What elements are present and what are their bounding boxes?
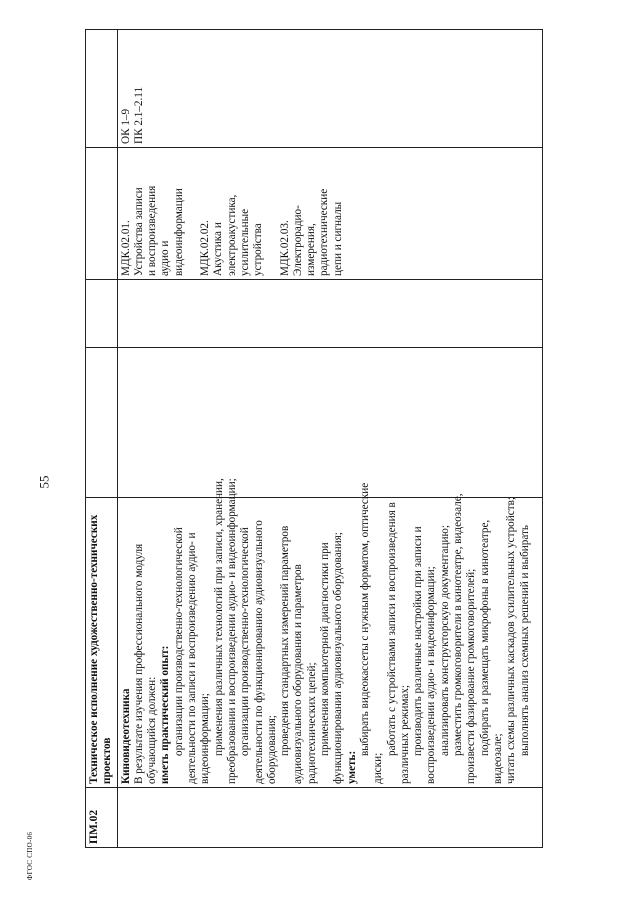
requirement-line: произвести фазирование громкоговорителей;	[465, 568, 478, 784]
empty-cell-mdk-header	[86, 148, 118, 280]
page-number: 55	[36, 475, 52, 489]
competencies-cell	[117, 30, 542, 148]
landscape-table-wrapper	[85, 30, 543, 848]
mdk-line: аудио и	[159, 240, 172, 276]
mdk-block	[199, 151, 265, 276]
requirement-line: выбирать видеокассеты с нужным форматом, оптические	[358, 482, 371, 756]
mdk-line: цепи и сигналы	[331, 201, 344, 276]
requirement-line: организации производственно-технологической	[239, 527, 252, 756]
requirement-line: разместить громкоговорители в кинотеатре, видеозале,	[452, 493, 465, 756]
requirement-line: деятельности по функционированию аудиовизуального	[252, 520, 265, 784]
requirement-line: организации производственно-технологической	[172, 527, 185, 756]
mdk-line: видеоинформации	[172, 188, 185, 276]
requirement-line: аудиовизуального оборудования и параметров	[292, 564, 305, 784]
requirement-line: подбирать и размещать микрофоны в кинотеатре,	[478, 519, 491, 756]
mdk-line: Устройства записи	[132, 187, 145, 276]
requirements-cell	[117, 478, 542, 788]
requirement-line: видеозале;	[491, 733, 504, 784]
mdk-line: устройства	[252, 223, 265, 276]
requirement-line: применения различных технологий при записи, хранении,	[212, 478, 225, 756]
mdk-line: электроакустика,	[225, 194, 238, 276]
requirement-line: обучающийся должен:	[146, 676, 159, 784]
requirement-line: работать с устройствами записи и воспроизведения в	[385, 502, 398, 756]
requirement-line: В результате изучения профессионального модуля	[132, 543, 145, 784]
mdk-block	[120, 151, 186, 276]
module-title-cell: Техническое исполнение художественно-технических проектов	[86, 498, 118, 788]
empty-cell-hours	[86, 348, 118, 498]
table-header-row	[86, 30, 118, 848]
requirement-line: диски;	[372, 752, 385, 784]
mdk-line: МДК.02.03.	[278, 220, 291, 276]
competency-ok: ОК 1–9	[119, 108, 132, 144]
requirement-line: проведения стандартных измерений параметров	[279, 525, 292, 756]
requirement-line: выполнять анализ схемных решений и выбирать	[518, 524, 531, 756]
competency-pk: ПК 2.1–2.11	[132, 86, 145, 144]
requirement-line: анализировать конструкторскую документацию;	[438, 525, 451, 756]
requirement-line: видеоинформации;	[199, 693, 212, 784]
requirement-line: применения компьютерной диагностики при	[319, 542, 332, 756]
requirement-line: Киновидеотехника	[119, 688, 132, 784]
mdk-line: усилительные	[238, 208, 251, 276]
mdk-line: МДК.02.02.	[199, 220, 212, 276]
mdk-cell	[117, 148, 542, 280]
requirement-line: различных режимах;	[398, 684, 411, 784]
module-code-cell: ПМ.02	[86, 788, 118, 848]
mdk-line: Электрорадио-	[291, 205, 304, 276]
requirement-line: производить различные настройки при записи и	[412, 526, 425, 756]
empty-cell-index	[117, 788, 542, 848]
requirement-line: уметь:	[345, 750, 358, 784]
requirement-line: функционировании аудиовизуального оборудования;	[332, 532, 345, 784]
requirement-line: оборудования;	[265, 715, 278, 784]
mdk-line: Акустика и	[212, 222, 225, 276]
empty-cell-credits-body	[117, 280, 542, 348]
requirement-line: воспроизведении аудио- и видеоинформации;	[425, 566, 438, 784]
empty-cell-credits	[86, 280, 118, 348]
mdk-line: измерения,	[305, 223, 318, 276]
requirement-line: деятельности по записи и воспроизведению аудио- и	[186, 532, 199, 784]
curriculum-table	[85, 29, 543, 848]
empty-cell-hours-body	[117, 348, 542, 498]
footer-label: ФГОС СПО-06	[26, 831, 35, 881]
mdk-block	[279, 151, 345, 276]
requirement-line: иметь практический опыт:	[159, 645, 172, 784]
mdk-line: МДК.02.01.	[119, 220, 132, 276]
table-body-row	[117, 30, 542, 848]
mdk-line: радиотехнические	[318, 188, 331, 276]
empty-cell-comp-header	[86, 30, 118, 148]
requirement-line: радиотехнических цепей;	[305, 662, 318, 784]
requirement-line: преобразовании и воспроизведении аудио- и видеоинформации;	[225, 478, 238, 784]
requirement-line: читать схемы различных каскадов усилительных устройств;	[505, 496, 518, 784]
mdk-line: и воспроизведения	[146, 185, 159, 276]
